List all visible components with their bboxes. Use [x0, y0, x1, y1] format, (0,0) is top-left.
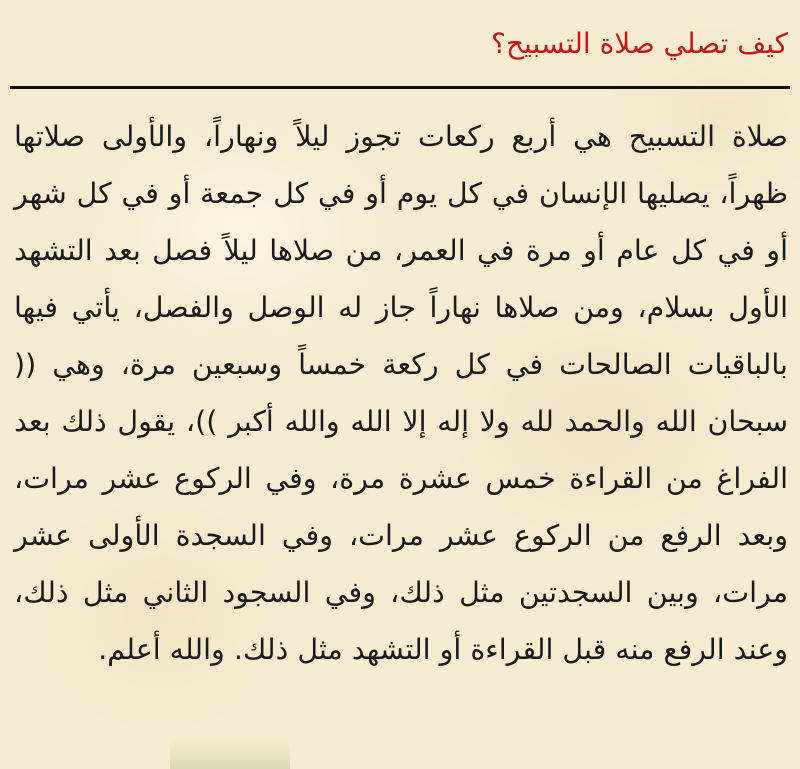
- article-title: كيف تصلي صلاة التسبيح؟: [491, 27, 788, 60]
- article-body: صلاة التسبيح هي أربع ركعات تجوز ليلاً ونهاراً، والأولى صلاتها ظهراً، يصليها الإنسان في كل يوم أو في كل جمعة أو في كل شهر أو في كل عام أو مرة في العمر، من صلاها ليلاً فصل بعد التشهد الأول بسلام، ومن صلاها نهاراً جاز له الوصل والفصل، يأتي فيها بالباقيات الصالحات في كل ركعة خمساً وسبعين مرة، وهي (( سبحان الله والحمد لله ولا إله إلا الله والله أكبر ))، يقول ذلك بعد الفراغ من القراءة خمس عشرة مرة، وفي الركوع عشر مرات، وبعد الرفع من الركوع عشر مرات، وفي السجدة الأولى عشر مرات، وبين السجدتين مثل ذلك، وفي السجود الثاني مثل ذلك، وعند الرفع منه قبل القراءة أو التشهد مثل ذلك. والله أعلم.: [14, 120, 788, 666]
- title-divider: [10, 86, 790, 89]
- background-decoration: [170, 739, 290, 769]
